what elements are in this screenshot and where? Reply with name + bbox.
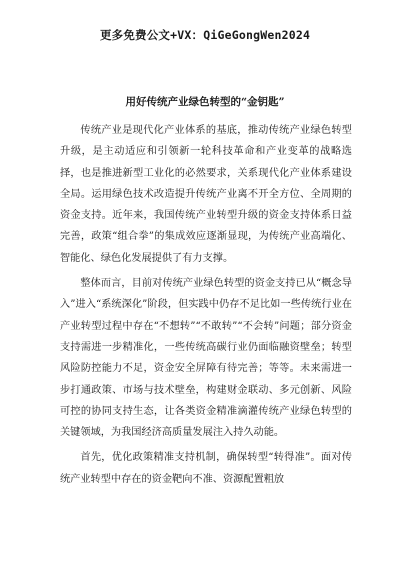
page-header: 更多免费公文+VX：QiGeGongWen2024 [99, 28, 311, 42]
paragraph-overview: 整体而言，目前对传统产业绿色转型的资金支持已从“概念导入”进入“系统深化”阶段，但实践中仍存不足比如一些传统行业在产业转型过程中存在“不想转”“不敢转”“不会转”问题；部分资金支持需进一步精准化，一些传统高碳行业仍面临融资壁垒；转型风险防控能力不足，资金安全屏障有待完善；等等。未来需进一步打通政策、市场与技术壁垒，构建财金联动、多元创新、风险可控的协同支持生态，让各类资金精准滴灌传统产业绿色转型的关键领域，为我国经济高质量发展注入持久动能。 [60, 278, 352, 439]
paragraph-intro: 传统产业是现代化产业体系的基底，推动传统产业绿色转型升级，是主动适应和引领新一轮科技革命和产业变革的战略选择，也是推进新型工业化的必然要求，关系现代化产业体系建设全局。运用绿色技术改造提升传统产业离不开全方位、全周期的资金支持。近年来，我国传统产业转型升级的资金支持体系日益完善，政策“组合拳”的集成效应逐渐显现，为传统产业高端化、智能化、绿色化发展提供了有力支撑。 [60, 125, 352, 264]
article-title: 用好传统产业绿色转型的“金钥匙” [125, 96, 285, 108]
article-body [60, 120, 352, 494]
paragraph-first-point: 首先，优化政策精准支持机制，确保转型“转得准”。面对传统产业转型中存在的资金靶向不准、资源配置粗放 [60, 452, 352, 485]
